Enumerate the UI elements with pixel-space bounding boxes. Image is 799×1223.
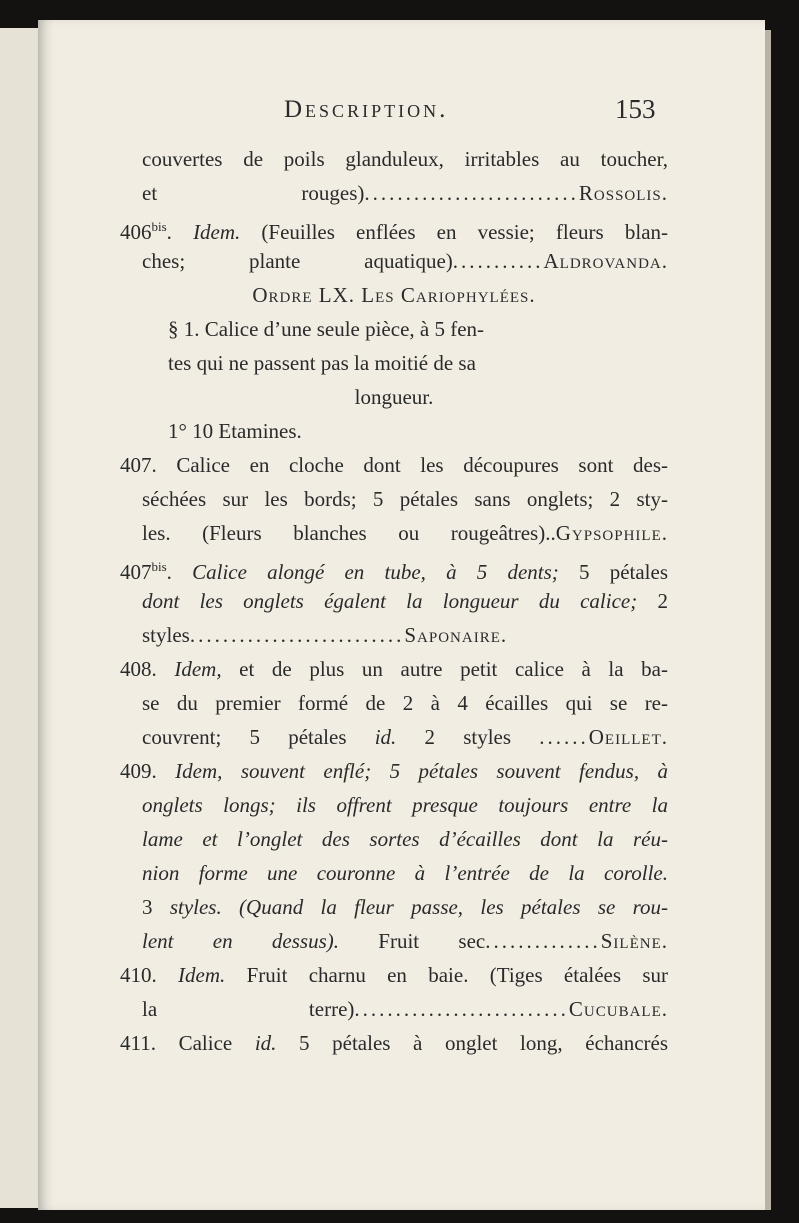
text-run: bis	[151, 219, 167, 234]
text-line	[142, 788, 668, 822]
text-line	[142, 516, 668, 550]
text-run: 5 pétales	[558, 560, 669, 584]
text-run: couvertes de poils glanduleux, irritables au toucher,	[142, 147, 668, 171]
text-line	[142, 992, 668, 1026]
text-line	[120, 448, 668, 482]
text-run: styles. (Quand la fleur passe, les pétales se rou-	[169, 895, 669, 919]
text-run: longueur.	[354, 385, 434, 409]
text-run: onglets longs;	[142, 793, 276, 817]
page-edge-shadow	[765, 30, 771, 1210]
text-run: lent en dessus).	[142, 929, 339, 953]
text-run: les. (Fleurs blanches ou rougeâtres)..	[142, 521, 556, 545]
text-run: Saponaire.	[404, 623, 508, 647]
text-line	[142, 822, 668, 856]
text-run: § 1. Calice d’une seule pièce, à 5 fen-	[168, 317, 485, 341]
text-run: 407. Calice en cloche dont les découpures sont des-	[120, 453, 668, 477]
text-run: 408.	[120, 657, 175, 681]
text-run: lame et l’onglet des sortes d’écailles dont la réu-	[142, 827, 668, 851]
text-line	[142, 890, 668, 924]
text-run: Idem.	[193, 220, 241, 244]
text-run: 2 styles	[396, 725, 540, 749]
text-run: Calice alongé en tube, à 5 dents;	[192, 560, 559, 584]
text-run: .	[166, 560, 193, 584]
text-run: Idem.	[178, 963, 226, 987]
text-run: et de plus un autre petit calice à la ba-	[221, 657, 668, 681]
text-run: et rouges)	[142, 181, 365, 205]
text-run: ...........	[452, 249, 544, 273]
text-run: ils offrent presque toujours entre la	[296, 793, 668, 817]
text-run: tes qui ne passent pas la moitié de sa	[168, 351, 476, 375]
text-run: Fruit sec	[339, 929, 486, 953]
text-run: Silène.	[600, 929, 668, 953]
text-run: Oeillet.	[588, 725, 668, 749]
page-number: 153	[615, 94, 656, 124]
text-run: id.	[254, 1031, 277, 1055]
text-line	[142, 856, 668, 890]
text-run: 410.	[120, 963, 179, 987]
text-line	[120, 210, 668, 244]
text-line	[142, 482, 668, 516]
text-run: Idem, souvent enflé; 5 pétales souvent fendus, à	[175, 759, 669, 783]
text-line	[168, 312, 716, 346]
text-line	[142, 686, 668, 720]
text-run: 5 pétales à onglet long, échancrés	[276, 1031, 669, 1055]
page	[38, 20, 765, 1210]
text-line	[168, 414, 716, 448]
text-run: 409.	[120, 759, 176, 783]
text-run: Idem,	[174, 657, 222, 681]
text-line	[120, 550, 668, 584]
text-line	[142, 618, 668, 652]
text-line	[142, 924, 668, 958]
text-run: Aldrovanda.	[543, 249, 668, 273]
text-run: ..........................	[364, 181, 579, 205]
text-run: nion forme une couronne à l’entrée de la corolle.	[142, 861, 668, 885]
text-run: .	[166, 220, 194, 244]
text-run: Ordre LX. Les Cariophylées.	[252, 283, 536, 307]
text-line	[168, 346, 716, 380]
text-run: bis	[151, 559, 167, 574]
text-line	[142, 142, 668, 176]
text-run: séchées sur les bords; 5 pétales sans onglets; 2 sty-	[142, 487, 668, 511]
text-run: ..........................	[354, 997, 569, 1021]
text-line	[120, 278, 668, 312]
text-run: Rossolis.	[578, 181, 668, 205]
text-run: couvrent; 5 pétales	[142, 725, 375, 749]
text-line	[120, 754, 668, 788]
running-header	[38, 96, 765, 136]
text-run: 1° 10 Etamines.	[168, 419, 302, 443]
text-run: 2	[637, 589, 669, 613]
text-line	[142, 244, 668, 278]
text-run: id.	[374, 725, 397, 749]
text-line	[120, 652, 668, 686]
text-run: Gypsophile.	[555, 521, 668, 545]
text-line	[120, 380, 668, 414]
text-run: 407	[120, 560, 152, 584]
text-line	[142, 584, 668, 618]
page-title: Description.	[284, 96, 449, 123]
text-run: 411. Calice	[120, 1031, 255, 1055]
text-run: ..........................	[189, 623, 405, 647]
text-line	[142, 720, 668, 754]
text-run: la terre)	[142, 997, 355, 1021]
text-run: (Feuilles enflées en vessie; fleurs blan-	[240, 220, 669, 244]
text-run: 3	[142, 895, 170, 919]
text-run: Cucubale.	[568, 997, 668, 1021]
text-run: ......	[539, 725, 589, 749]
text-run: 406	[120, 220, 152, 244]
text-run	[276, 793, 296, 817]
text-line	[142, 176, 668, 210]
text-run: dont les onglets égalent la longueur du calice;	[142, 589, 638, 613]
text-run: ches; plante aquatique)	[142, 249, 453, 273]
text-run: styles	[142, 623, 190, 647]
text-line	[120, 1026, 668, 1060]
text-line	[120, 958, 668, 992]
text-run: se du premier formé de 2 à 4 écailles qui se re-	[142, 691, 668, 715]
text-run: Fruit charnu en baie. (Tiges étalées sur	[225, 963, 669, 987]
text-run: ..............	[485, 929, 601, 953]
